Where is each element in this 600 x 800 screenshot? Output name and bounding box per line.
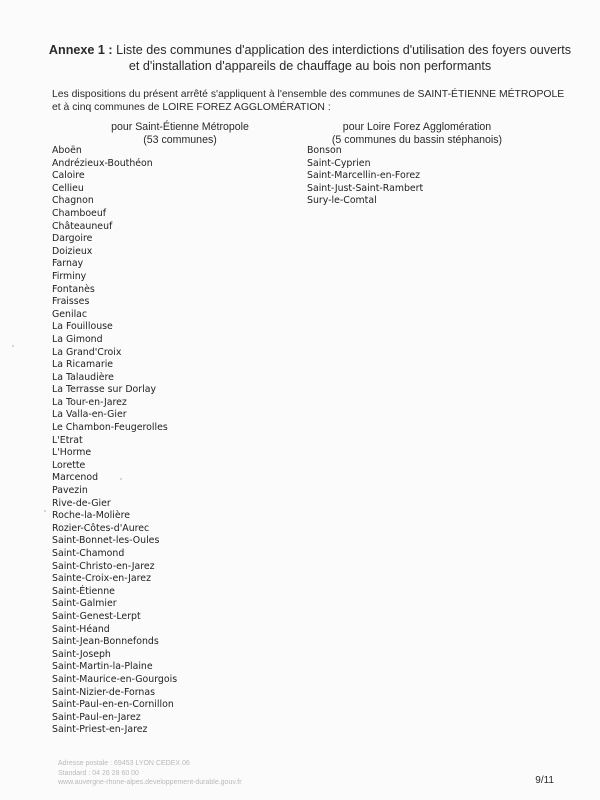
commune-list-item: Saint-Paul-en-Jarez [52,711,141,723]
commune-list-item: Chamboeuf [52,207,107,219]
commune-list-item: La Talaudière [52,371,114,383]
commune-list-item: Saint-Chamond [52,548,125,559]
commune-list-item: Saint-Maurice-en-Gourgois [52,673,178,685]
commune-list-item: Saint-Just-Saint-Rambert [307,182,424,194]
commune-list-item: Sainte-Croix-en-Jarez [52,573,151,585]
right-column-heading: pour Loire Forez Agglomération [342,121,492,133]
commune-list-item: Sury-le-Comtal [307,195,377,207]
annex-title-text-1: Liste des communes d'application des interdictions d'utilisation des foyers ouverts [116,43,572,57]
commune-list-item: Roche-la-Molière [52,510,131,522]
commune-list-item: Saint-Martin-la-Plaine [52,661,153,673]
commune-list-item: Saint-Marcellin-en-Forez [307,170,421,182]
loire-forez-heading [312,121,522,147]
annex-title [40,42,580,74]
commune-list-item: Andrézieux-Bouthéon [52,157,153,169]
commune-list-item: Cellieu [52,182,84,194]
commune-list-item: Saint-Bonnet-les-Oules [52,535,160,547]
loire-forez-communes-list [307,145,423,208]
commune-list-item: Marcenod [52,472,99,484]
footer-address-block [58,759,242,788]
footer-postal-address: Adresse postale : 69453 LYON CEDEX 06 [58,760,190,767]
commune-list-item: Aboën [52,145,82,156]
annex-label: Annexe 1 : [48,43,113,57]
commune-list-item: La Grand'Croix [52,346,122,358]
commune-list-item: Doizieux [52,245,93,257]
commune-list-item: Saint-Joseph [52,648,111,660]
right-column-subheading: (5 communes du bassin stéphanois) [331,134,503,146]
commune-list-item: Le Chambon-Feugerolles [52,422,168,434]
commune-list-item: Chagnon [52,195,94,207]
commune-list-item: Firminy [52,270,87,282]
commune-list-item: La Ricamarie [52,359,114,371]
commune-list-item: Dargoire [52,233,93,245]
scan-speck [44,510,46,512]
commune-list-item: Saint-Christo-en-Jarez [52,560,155,572]
commune-list-item: L'Etrat [52,434,83,446]
annex-title-line-1 [40,42,580,58]
commune-list-item: Caloire [52,170,85,182]
footer-phone: Standard : 04 26 28 60 00 [58,769,139,777]
commune-list-item: Lorette [52,459,86,471]
commune-list-item: La Valla-en-Gier [52,409,127,421]
left-column-heading: pour Saint-Étienne Métropole [111,121,249,133]
scan-speck [12,345,14,347]
commune-list-item: Rozier-Côtes-d'Aurec [52,522,150,534]
intro-line-1: Les dispositions du présent arrêté s'appliquent à l'ensemble des communes de SAINT-ÉTIENNE MÉTROPOLE [52,89,565,100]
commune-list-item: Saint-Étienne [52,585,115,597]
annex-title-line-2: et d'installation d'appareils de chauffage au bois non performants [128,59,492,73]
intro-line-2: et à cinq communes de LOIRE FOREZ AGGLOMÉRATION : [52,102,331,113]
intro-paragraph [52,88,582,114]
commune-list-item: Fontanès [52,283,95,295]
commune-list-item: Saint-Priest-en-Jarez [52,724,148,736]
commune-list-item: Saint-Héand [52,623,110,635]
commune-list-item: Saint-Paul-en-en-Cornillon [52,699,174,711]
commune-list-item: Pavezin [52,485,88,497]
commune-list-item: La Fouillouse [52,321,113,333]
commune-list-item: La Terrasse sur Dorlay [52,384,157,396]
saint-etienne-communes-list [52,145,177,737]
commune-list-item: La Gimond [52,333,103,345]
commune-list-item: Genilac [52,308,88,320]
commune-list-item: L'Horme [52,447,92,459]
commune-list-item: Saint-Cyprien [307,157,371,169]
commune-list-item: Farnay [52,258,84,270]
page-number: 9/11 [535,775,554,786]
commune-list-item: Châteauneuf [52,220,113,232]
saint-etienne-metropole-heading [70,121,290,147]
footer-website: www.auvergne-rhone-alpes.developpement-durable.gouv.fr [58,779,242,786]
commune-list-item: Saint-Nizier-de-Fornas [52,686,156,698]
commune-list-item: Saint-Jean-Bonnefonds [52,636,159,648]
scan-speck [120,478,122,480]
commune-list-item: Saint-Genest-Lerpt [52,610,141,622]
left-column-subheading: (53 communes) [143,134,217,146]
commune-list-item: Fraisses [52,296,90,308]
commune-list-item: La Tour-en-Jarez [52,396,127,408]
commune-list-item: Bonson [307,145,342,156]
commune-list-item: Saint-Galmier [52,598,117,610]
commune-list-item: Rive-de-Gier [52,497,111,509]
